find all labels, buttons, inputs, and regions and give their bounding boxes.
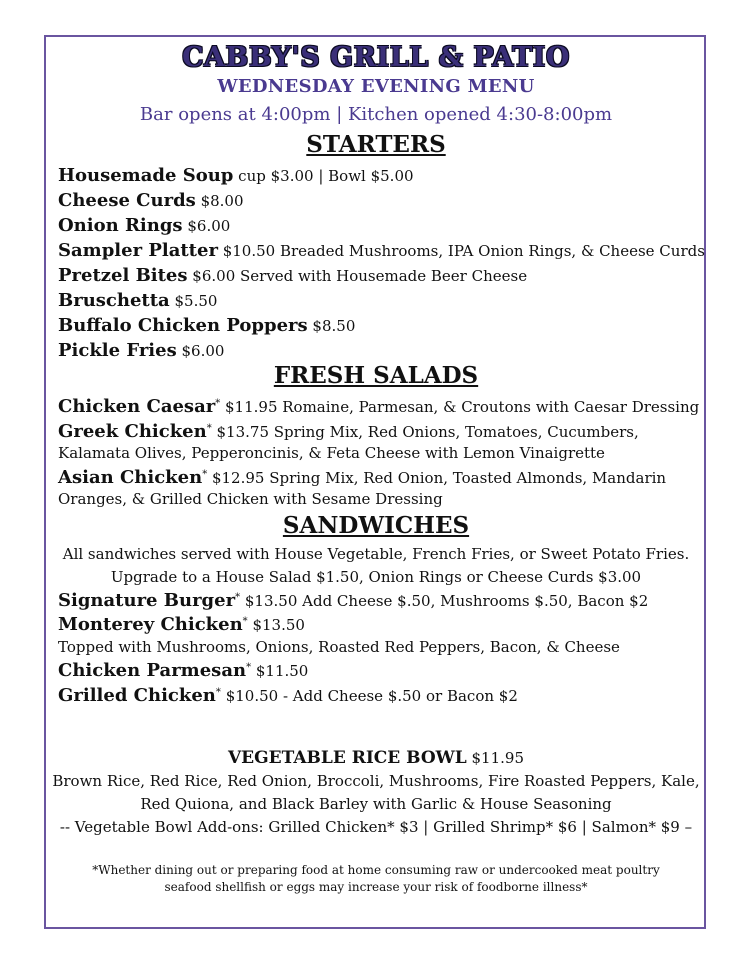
rice-bowl-ingredients: Brown Rice, Red Rice, Red Onion, Broccoli, Mushrooms, Fire Roasted Peppers, Kale, (52, 772, 700, 790)
sandwiches-heading: SANDWICHES (282, 512, 470, 539)
item-details: $13.75 Spring Mix, Red Onions, Tomatoes, Cucumbers, (216, 423, 639, 441)
disclaimer-line: *Whether dining out or preparing food at home consuming raw or undercooked meat poultry (92, 863, 660, 877)
item-details: $5.50 (174, 292, 218, 310)
raw-warning-star: * (235, 592, 241, 603)
item-name: Housemade Soup (58, 165, 234, 186)
rice-bowl-ingredients-cont: Red Quiona, and Black Barley with Garlic & House Seasoning (140, 795, 612, 813)
item-name: Onion Rings (58, 215, 183, 236)
item-details: $10.50 - Add Cheese $.50 or Bacon $2 (225, 687, 518, 705)
item-details: cup $3.00 | Bowl $5.00 (238, 167, 414, 185)
item-name: Asian Chicken (58, 467, 203, 488)
rice-bowl-title: VEGETABLE RICE BOWL (227, 748, 467, 768)
item-name: Sampler Platter (58, 240, 218, 261)
item-details: $12.95 Spring Mix, Red Onion, Toasted Almonds, Mandarin (211, 469, 667, 487)
menu-item (58, 240, 705, 261)
item-details: $10.50 Breaded Mushrooms, IPA Onion Rings, & Cheese Curds (222, 242, 705, 260)
item-name: Signature Burger (58, 590, 236, 611)
item-details: $13.50 (252, 616, 305, 634)
item-name: Pickle Fries (58, 340, 177, 361)
item-details: $11.50 (255, 662, 309, 680)
rice-bowl-price: $11.95 (471, 749, 525, 767)
salads-heading: FRESH SALADS (273, 362, 479, 389)
item-name: Bruschetta (58, 290, 170, 311)
item-name: Pretzel Bites (58, 265, 188, 286)
restaurant-name: CABBY'S GRILL & PATIO (182, 42, 570, 73)
menu-item (58, 421, 639, 442)
item-description: Topped with Mushrooms, Onions, Roasted Red Peppers, Bacon, & Cheese (58, 638, 620, 656)
item-details: $11.95 Romaine, Parmesan, & Croutons with Caesar Dressing (225, 398, 700, 416)
item-details: $6.00 (181, 342, 225, 360)
sandwich-sides-note: All sandwiches served with House Vegetable, French Fries, or Sweet Potato Fries. (62, 545, 690, 563)
item-details: $8.00 (200, 192, 244, 210)
menu-item (58, 165, 414, 186)
menu-item (58, 467, 666, 488)
item-name: Buffalo Chicken Poppers (58, 315, 308, 336)
item-details: $13.50 Add Cheese $.50, Mushrooms $.50, Bacon $2 (244, 592, 649, 610)
item-name: Cheese Curds (58, 190, 196, 211)
raw-warning-star: * (242, 616, 248, 627)
item-details: $8.50 (312, 317, 356, 335)
item-description: Kalamata Olives, Pepperoncinis, & Feta Cheese with Lemon Vinaigrette (58, 444, 605, 462)
raw-warning-star: * (215, 687, 221, 698)
item-description: Oranges, & Grilled Chicken with Sesame Dressing (58, 490, 443, 508)
menu-item (58, 190, 244, 211)
rice-bowl-heading (0, 748, 752, 768)
menu-item (58, 265, 527, 286)
disclaimer-line: seafood shellfish or eggs may increase your risk of foodborne illness* (164, 880, 588, 894)
menu-item (58, 685, 518, 706)
rice-bowl-addons: -- Vegetable Bowl Add-ons: Grilled Chicken* $3 | Grilled Shrimp* $6 | Salmon* $9 – (59, 818, 693, 836)
food-safety-disclaimer (0, 862, 752, 896)
starters-heading: STARTERS (306, 131, 446, 158)
item-name: Monterey Chicken (58, 614, 243, 635)
menu-item (58, 315, 355, 336)
raw-warning-star: * (246, 662, 252, 673)
item-details: $6.00 Served with Housemade Beer Cheese (192, 267, 528, 285)
menu-item (58, 290, 217, 311)
menu-item (58, 660, 308, 681)
item-name: Grilled Chicken (58, 685, 216, 706)
raw-warning-star: * (206, 423, 212, 434)
menu-title: WEDNESDAY EVENING MENU (217, 76, 535, 97)
item-name: Chicken Caesar (58, 396, 216, 417)
menu-item (58, 396, 699, 417)
item-name: Chicken Parmesan (58, 660, 247, 681)
opening-hours: Bar opens at 4:00pm | Kitchen opened 4:30-8:00pm (139, 104, 613, 125)
item-details: $6.00 (187, 217, 231, 235)
item-name: Greek Chicken (58, 421, 207, 442)
raw-warning-star: * (202, 469, 208, 480)
menu-item (58, 340, 224, 361)
menu-item (58, 215, 230, 236)
sandwich-upgrade-note: Upgrade to a House Salad $1.50, Onion Rings or Cheese Curds $3.00 (110, 568, 642, 586)
menu-item (58, 614, 305, 635)
menu-item (58, 590, 648, 611)
raw-warning-star: * (215, 398, 221, 409)
